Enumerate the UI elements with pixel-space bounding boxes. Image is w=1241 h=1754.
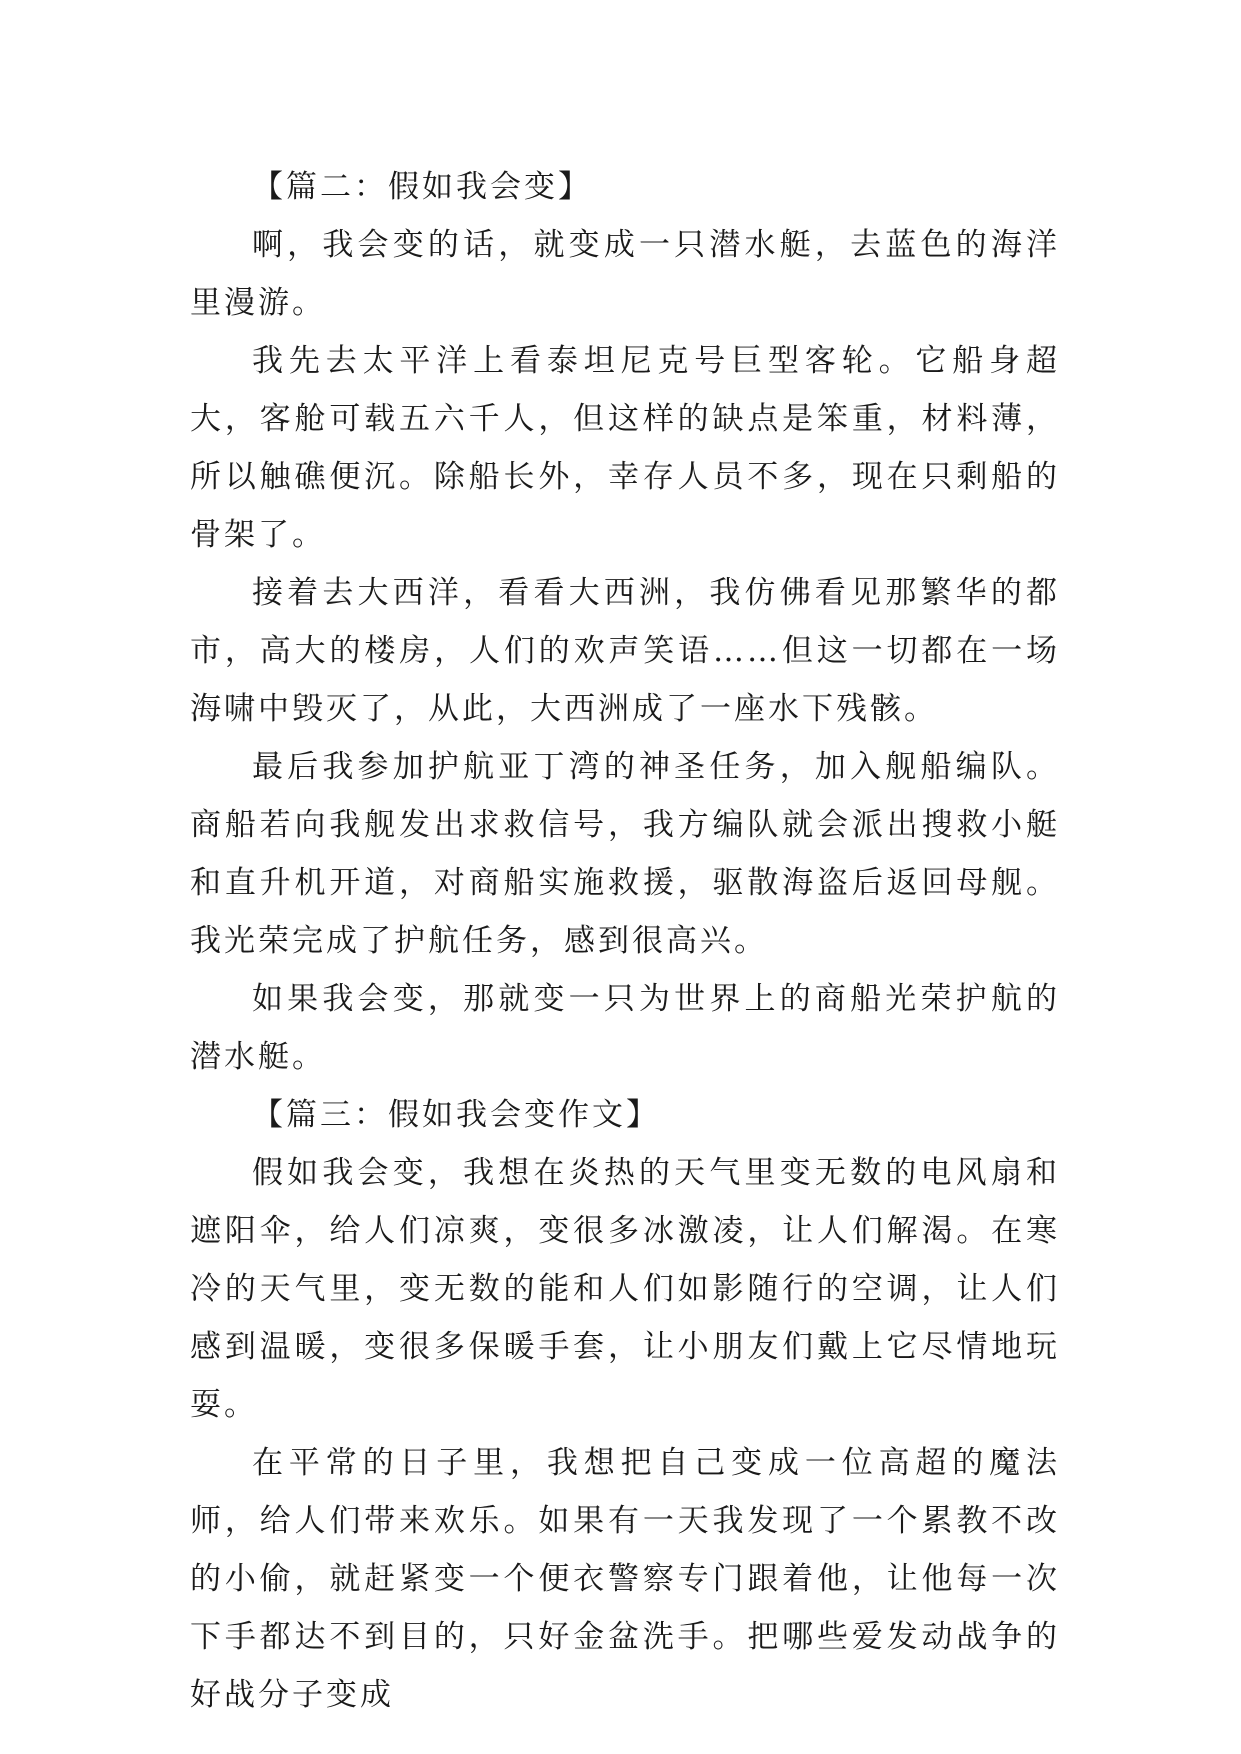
section-heading: 【篇二：假如我会变】 [252, 169, 592, 205]
paragraph: 在平常的日子里，我想把自己变成一位高超的魔法师，给人们带来欢乐。如果有一天我发现了一个累教不改的小偷，就赶紧变一个便衣警察专门跟着他，让他每一次下手都达不到目的，只好金盆洗手。把哪些爱发动战争的好战分子变成 [190, 1445, 1060, 1713]
paragraph: 我先去太平洋上看泰坦尼克号巨型客轮。它船身超大，客舱可载五六千人，但这样的缺点是笨重，材料薄，所以触礁便沉。除船长外，幸存人员不多，现在只剩船的骨架了。 [190, 343, 1060, 553]
section-heading: 【篇三：假如我会变作文】 [252, 1097, 660, 1133]
paragraph: 如果我会变，那就变一只为世界上的商船光荣护航的潜水艇。 [190, 981, 1060, 1075]
document-body [190, 158, 1060, 1724]
paragraph: 啊，我会变的话，就变成一只潜水艇，去蓝色的海洋里漫游。 [190, 227, 1060, 321]
paragraph: 接着去大西洋，看看大西洲，我仿佛看见那繁华的都市，高大的楼房，人们的欢声笑语……但这一切都在一场海啸中毁灭了，从此，大西洲成了一座水下残骸。 [190, 575, 1060, 727]
section-pian-er [190, 158, 1060, 1086]
paragraph: 假如我会变，我想在炎热的天气里变无数的电风扇和遮阳伞，给人们凉爽，变很多冰激凌，让人们解渴。在寒冷的天气里，变无数的能和人们如影随行的空调，让人们感到温暖，变很多保暖手套，让小朋友们戴上它尽情地玩耍。 [190, 1155, 1060, 1423]
paragraph: 最后我参加护航亚丁湾的神圣任务，加入舰船编队。商船若向我舰发出求救信号，我方编队就会派出搜救小艇和直升机开道，对商船实施救援，驱散海盗后返回母舰。我光荣完成了护航任务，感到很高兴。 [190, 749, 1060, 959]
section-pian-san [190, 1086, 1060, 1724]
